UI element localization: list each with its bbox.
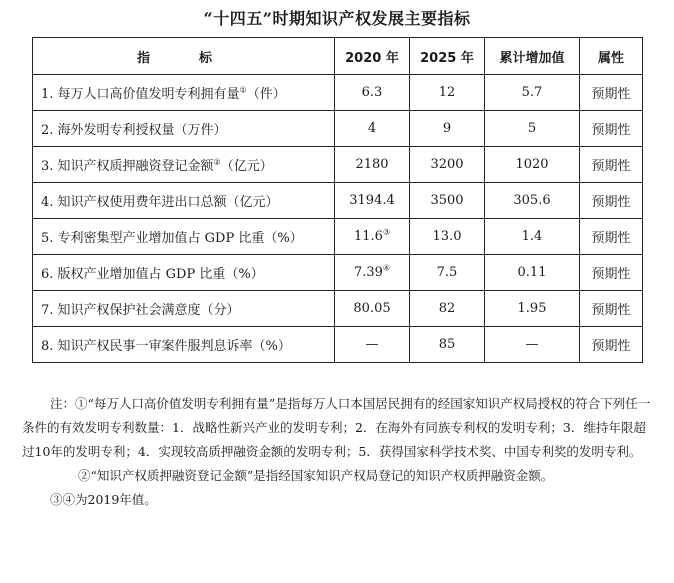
value-2025-cell bbox=[410, 183, 485, 219]
increase-value: 5.7 bbox=[521, 85, 543, 100]
attribute-cell bbox=[580, 219, 643, 255]
table-title: “十四五”时期知识产权发展主要指标 bbox=[203, 9, 471, 28]
increase-value: 1.95 bbox=[517, 301, 547, 316]
indicator-name-cell bbox=[33, 327, 335, 363]
increase-cell bbox=[485, 183, 580, 219]
attribute-value: 预期性 bbox=[591, 231, 631, 246]
increase-cell bbox=[485, 255, 580, 291]
increase-cell bbox=[485, 111, 580, 147]
value-2025: 12 bbox=[438, 85, 456, 100]
value-2020-cell bbox=[335, 183, 410, 219]
value-2025: 13.0 bbox=[432, 229, 462, 244]
value-2025-cell bbox=[410, 75, 485, 111]
table-row bbox=[33, 219, 643, 255]
value-2025-cell bbox=[410, 147, 485, 183]
indicator-unit: （件） bbox=[246, 87, 286, 102]
increase-cell bbox=[485, 327, 580, 363]
notes bbox=[22, 392, 652, 512]
indicator-name: 5. 专利密集型产业增加值占 GDP 比重（%） bbox=[41, 231, 303, 246]
attribute-cell bbox=[580, 291, 643, 327]
footnote-mark: ④ bbox=[382, 263, 391, 273]
attribute-value: 预期性 bbox=[591, 339, 631, 354]
attribute-cell bbox=[580, 147, 643, 183]
value-2020-cell bbox=[335, 219, 410, 255]
increase-cell bbox=[485, 291, 580, 327]
indicator-name-cell bbox=[33, 291, 335, 327]
note-2: ②“知识产权质押融资登记金额”是指经国家知识产权局登记的知识产权质押融资金额。 bbox=[78, 468, 554, 483]
value-2025: 85 bbox=[438, 337, 456, 352]
indicator-name: 1. 每万人口高价值发明专利拥有量 bbox=[41, 87, 240, 102]
indicator-name-cell bbox=[33, 219, 335, 255]
table-row bbox=[33, 291, 643, 327]
attribute-cell bbox=[580, 255, 643, 291]
table-header-row bbox=[33, 38, 643, 75]
attribute-value: 预期性 bbox=[591, 159, 631, 174]
value-2020-cell bbox=[335, 111, 410, 147]
value-2025-cell bbox=[410, 327, 485, 363]
indicator-name: 7. 知识产权保护社会满意度（分） bbox=[41, 303, 240, 318]
header-attribute: 属性 bbox=[580, 38, 643, 75]
note-1: 注：①“每万人口高价值发明专利拥有量”是指每万人口本国居民拥有的经国家知识产权局授权的符合下列任一条件的有效发明专利数量：1．战略性新兴产业的发明专利；2．在海外有同族专利权的发明专利；3．维持年限超过10年的发明专利；4．实现较高质押融资金额的发明专利；5．获得国家科学技术奖、中国专利奖的发明专利。 bbox=[22, 396, 651, 459]
indicator-name-cell bbox=[33, 75, 335, 111]
table-row bbox=[33, 111, 643, 147]
attribute-cell bbox=[580, 327, 643, 363]
indicator-name-cell bbox=[33, 111, 335, 147]
value-2025: 9 bbox=[442, 121, 452, 136]
attribute-cell bbox=[580, 75, 643, 111]
value-2020-cell bbox=[335, 147, 410, 183]
value-2025: 3500 bbox=[430, 193, 464, 208]
value-2020: 3194.4 bbox=[349, 193, 395, 208]
value-2025-cell bbox=[410, 111, 485, 147]
indicator-name-cell bbox=[33, 255, 335, 291]
table-row bbox=[33, 75, 643, 111]
indicator-name: 2. 海外发明专利授权量（万件） bbox=[41, 123, 227, 138]
increase-cell bbox=[485, 75, 580, 111]
attribute-value: 预期性 bbox=[591, 267, 631, 282]
value-2020: 7.39 bbox=[353, 265, 383, 280]
table-row bbox=[33, 327, 643, 363]
increase-cell bbox=[485, 219, 580, 255]
indicator-name: 3. 知识产权质押融资登记金额 bbox=[41, 159, 214, 174]
value-2025: 3200 bbox=[430, 157, 464, 172]
value-2020-cell bbox=[335, 255, 410, 291]
value-2020-cell bbox=[335, 291, 410, 327]
increase-value: 1020 bbox=[515, 157, 549, 172]
value-2020: 4 bbox=[367, 121, 377, 136]
value-2020: — bbox=[365, 337, 379, 352]
value-2020: 80.05 bbox=[353, 301, 391, 316]
header-indicator: 指 标 bbox=[33, 38, 335, 75]
table-row bbox=[33, 183, 643, 219]
value-2020: 2180 bbox=[355, 157, 389, 172]
increase-value: 0.11 bbox=[517, 265, 547, 280]
header-2025: 2025 年 bbox=[410, 38, 485, 75]
footnote-mark: ③ bbox=[382, 227, 391, 237]
increase-value: 5 bbox=[527, 121, 537, 136]
value-2025: 82 bbox=[438, 301, 456, 316]
header-increase: 累计增加值 bbox=[485, 38, 580, 75]
table-row bbox=[33, 147, 643, 183]
table-row bbox=[33, 255, 643, 291]
indicator-table bbox=[32, 37, 643, 363]
value-2020-cell bbox=[335, 75, 410, 111]
attribute-value: 预期性 bbox=[591, 195, 631, 210]
note-3: ③④为2019年值。 bbox=[50, 492, 157, 507]
increase-cell bbox=[485, 147, 580, 183]
indicator-unit: （亿元） bbox=[220, 159, 273, 174]
attribute-value: 预期性 bbox=[591, 87, 631, 102]
value-2025: 7.5 bbox=[436, 265, 458, 280]
indicator-name-cell bbox=[33, 147, 335, 183]
indicator-name: 8. 知识产权民事一审案件服判息诉率（%） bbox=[41, 339, 291, 354]
attribute-cell bbox=[580, 111, 643, 147]
value-2025-cell bbox=[410, 291, 485, 327]
increase-value: 1.4 bbox=[521, 229, 543, 244]
header-2020: 2020 年 bbox=[335, 38, 410, 75]
indicator-name: 6. 版权产业增加值占 GDP 比重（%） bbox=[41, 267, 264, 282]
increase-value: — bbox=[525, 337, 539, 352]
indicator-name-cell bbox=[33, 183, 335, 219]
attribute-value: 预期性 bbox=[591, 303, 631, 318]
footnote-mark: ① bbox=[239, 85, 247, 95]
value-2025-cell bbox=[410, 255, 485, 291]
attribute-value: 预期性 bbox=[591, 123, 631, 138]
value-2020: 11.6 bbox=[353, 229, 383, 244]
value-2020-cell bbox=[335, 327, 410, 363]
value-2020: 6.3 bbox=[361, 85, 383, 100]
increase-value: 305.6 bbox=[513, 193, 551, 208]
value-2025-cell bbox=[410, 219, 485, 255]
indicator-name: 4. 知识产权使用费年进出口总额（亿元） bbox=[41, 195, 279, 210]
attribute-cell bbox=[580, 183, 643, 219]
footnote-mark: ② bbox=[213, 157, 221, 167]
